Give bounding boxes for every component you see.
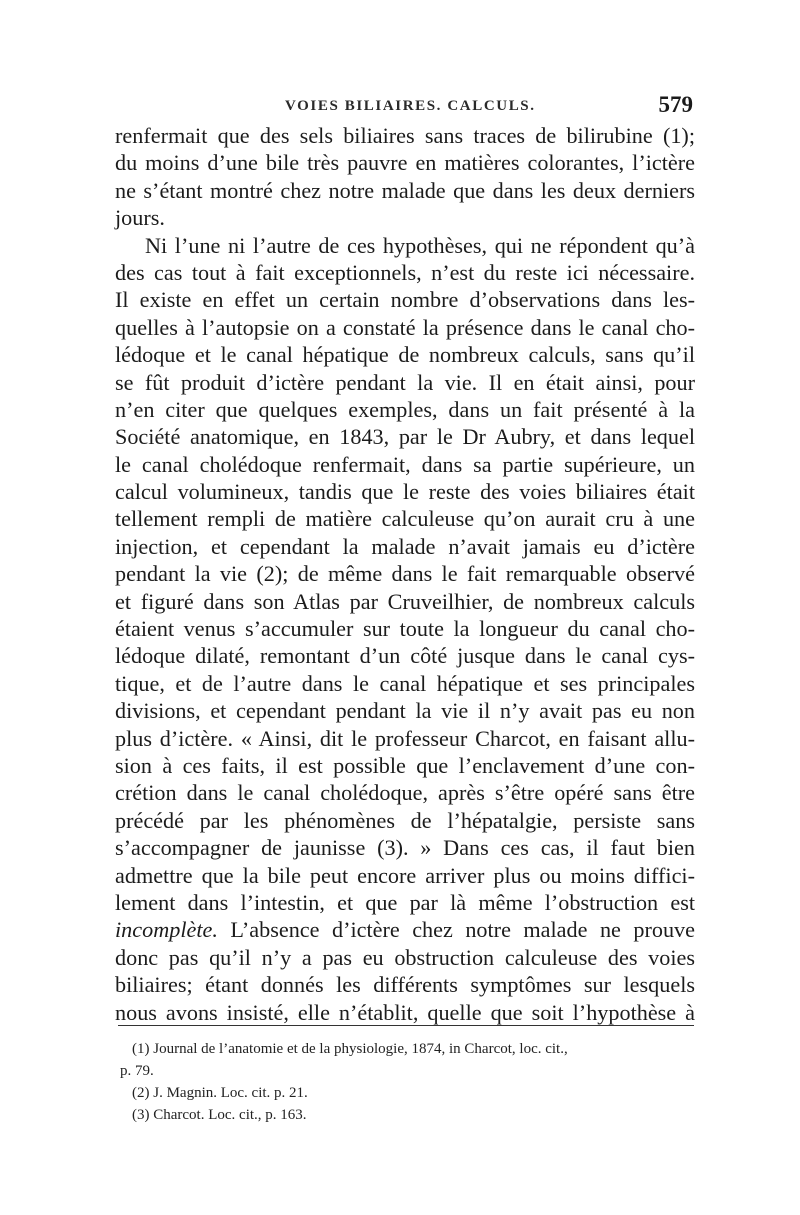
text-line: donc pas qu’il n’y a pas eu obstruction calculeuse des voies — [115, 944, 695, 970]
text-line: se fût produit d’ictère pendant la vie. Il en était ainsi, pour — [115, 369, 695, 395]
text-line: Société anatomique, en 1843, par le Dr Aubry, et dans lequel — [115, 424, 695, 450]
footnote-1 — [120, 1038, 695, 1060]
text-line: lédoque et le canal hépatique de nombreux calculs, sans qu’il — [115, 342, 695, 368]
text-line: lédoque dilaté, remontant d’un côté jusque dans le canal cys- — [115, 643, 695, 669]
footnote-divider — [118, 1025, 694, 1026]
text-line: calcul volumineux, tandis que le reste des voies biliaires était — [115, 479, 695, 505]
text-line: n’en citer que quelques exemples, dans un fait présenté à la — [115, 396, 695, 422]
text-line: Ni l’une ni l’autre de ces hypothèses, qui ne répondent qu’à — [145, 232, 695, 258]
text-line: injection, et cependant la malade n’avait jamais eu d’ictère — [115, 533, 695, 559]
text-line: sion à ces faits, il est possible que l’enclavement d’une con- — [115, 752, 695, 778]
text-line: pendant la vie (2); de même dans le fait remarquable observé — [115, 561, 695, 587]
text-line: renfermait que des sels biliaires sans traces de bilirubine (1); — [115, 123, 695, 148]
text-line: lement dans l’intestin, et que par là même l’obstruction est — [115, 889, 695, 915]
text-line: ne s’étant montré chez notre malade que dans les deux derniers — [115, 177, 695, 203]
text-line: le canal cholédoque renfermait, dans sa partie supérieure, un — [115, 451, 695, 477]
text-line: tique, et de l’autre dans le canal hépatique et ses principales — [115, 670, 695, 696]
text-line: plus d’ictère. « Ainsi, dit le professeur Charcot, en faisant allu- — [115, 725, 695, 751]
body-text — [115, 122, 695, 1026]
text-line: biliaires; étant donnés les différents symptômes sur lesquels — [115, 972, 695, 998]
text-line: du moins d’une bile très pauvre en matières colorantes, l’ictère — [115, 150, 695, 176]
footnote-3 — [120, 1104, 695, 1126]
page-number: 579 — [658, 92, 693, 117]
text-line: et figuré dans son Atlas par Cruveilhier, de nombreux calculs — [115, 588, 695, 614]
text-line: crétion dans le canal cholédoque, après s’être opéré sans être — [115, 780, 695, 806]
paragraph-start-line — [115, 232, 695, 259]
page-header — [115, 92, 693, 122]
footnote-1-continued: p. 79. — [120, 1063, 154, 1079]
footnote-2 — [120, 1082, 695, 1104]
text-line: s’accompagner de jaunisse (3). » Dans ces cas, il faut bien — [115, 835, 695, 861]
text-line: incomplète. L’absence d’ictère chez notre malade ne prouve — [115, 917, 695, 943]
text-line: nous avons insisté, elle n’établit, quelle que soit l’hypothèse à — [115, 999, 695, 1025]
running-title: VOIES BILIAIRES. CALCULS. — [285, 98, 536, 114]
text-line: quelles à l’autopsie on a constaté la présence dans le canal cho- — [115, 314, 695, 340]
text-line: divisions, et cependant pendant la vie il n’y avait pas eu non — [115, 698, 695, 724]
footnote-text: (1) Journal de l’anatomie et de la physiologie, 1874, in Charcot, loc. cit., — [132, 1041, 568, 1057]
footnotes — [120, 1038, 695, 1126]
text-line: précédé par les phénomènes de l’hépatalgie, persiste sans — [115, 807, 695, 833]
text-line: étaient venus s’accumuler sur toute la longueur du canal cho- — [115, 616, 695, 642]
text-line: jours. — [115, 205, 165, 231]
text-line: des cas tout à fait exceptionnels, n’est du reste ici nécessaire. — [115, 259, 695, 285]
text-line: tellement rempli de matière calculeuse qu’on aurait cru à une — [115, 506, 695, 532]
footnote-text: (3) Charcot. Loc. cit., p. 163. — [132, 1107, 307, 1123]
text-line: Il existe en effet un certain nombre d’observations dans les- — [115, 287, 695, 313]
footnote-text: (2) J. Magnin. Loc. cit. p. 21. — [132, 1085, 308, 1101]
text-line: admettre que la bile peut encore arriver plus ou moins diffici- — [115, 862, 695, 888]
